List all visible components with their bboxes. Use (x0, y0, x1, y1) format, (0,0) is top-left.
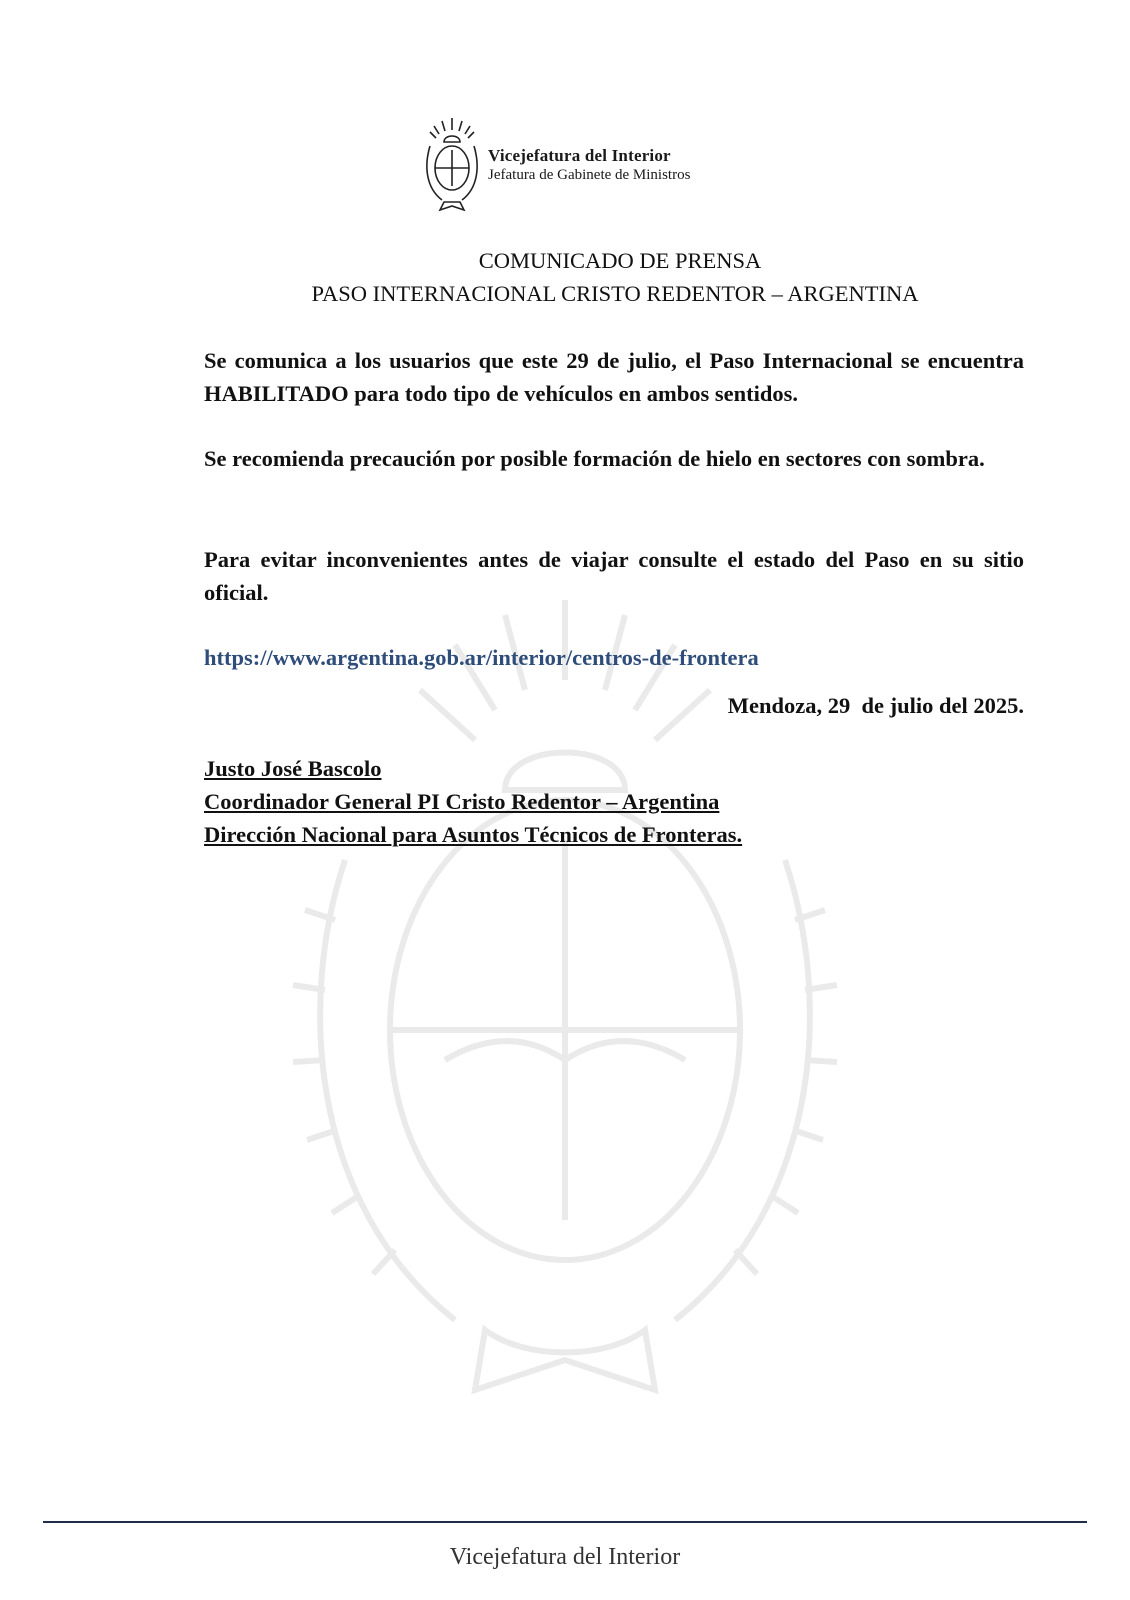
signatory-role: Coordinador General PI Cristo Redentor – Argentina (204, 789, 720, 814)
official-site-link[interactable]: https://www.argentina.gob.ar/interior/centros-de-frontera (204, 645, 759, 670)
org-subtitle: Jefatura de Gabinete de Ministros (488, 167, 691, 183)
coat-of-arms-icon (422, 116, 482, 214)
org-name: Vicejefatura del Interior (488, 146, 671, 165)
paragraph-status: Se comunica a los usuarios que este 29 de julio, el Paso Internacional se encuentra HABILITADO para todo tipo de vehículos en ambos sentidos. (204, 348, 1024, 406)
paragraph-advice: Para evitar inconvenientes antes de viajar consulte el estado del Paso en su sitio oficial. (204, 547, 1024, 605)
date-line: Mendoza, 29 de julio del 2025. (727, 693, 1024, 718)
signatory-name: Justo José Bascolo (204, 756, 382, 781)
footer-text: Vicejefatura del Interior (449, 1544, 681, 1570)
footer-divider (43, 1521, 1087, 1523)
paragraph-warning: Se recomienda precaución por posible formación de hielo en sectores con sombra. (204, 446, 985, 471)
signatory-office: Dirección Nacional para Asuntos Técnicos de Fronteras. (204, 822, 743, 847)
document-title: COMUNICADO DE PRENSA (478, 248, 762, 273)
document-subtitle: PASO INTERNACIONAL CRISTO REDENTOR – ARGENTINA (311, 281, 919, 306)
signature-block (204, 752, 742, 851)
letterhead (422, 116, 690, 214)
org-block (488, 146, 690, 184)
